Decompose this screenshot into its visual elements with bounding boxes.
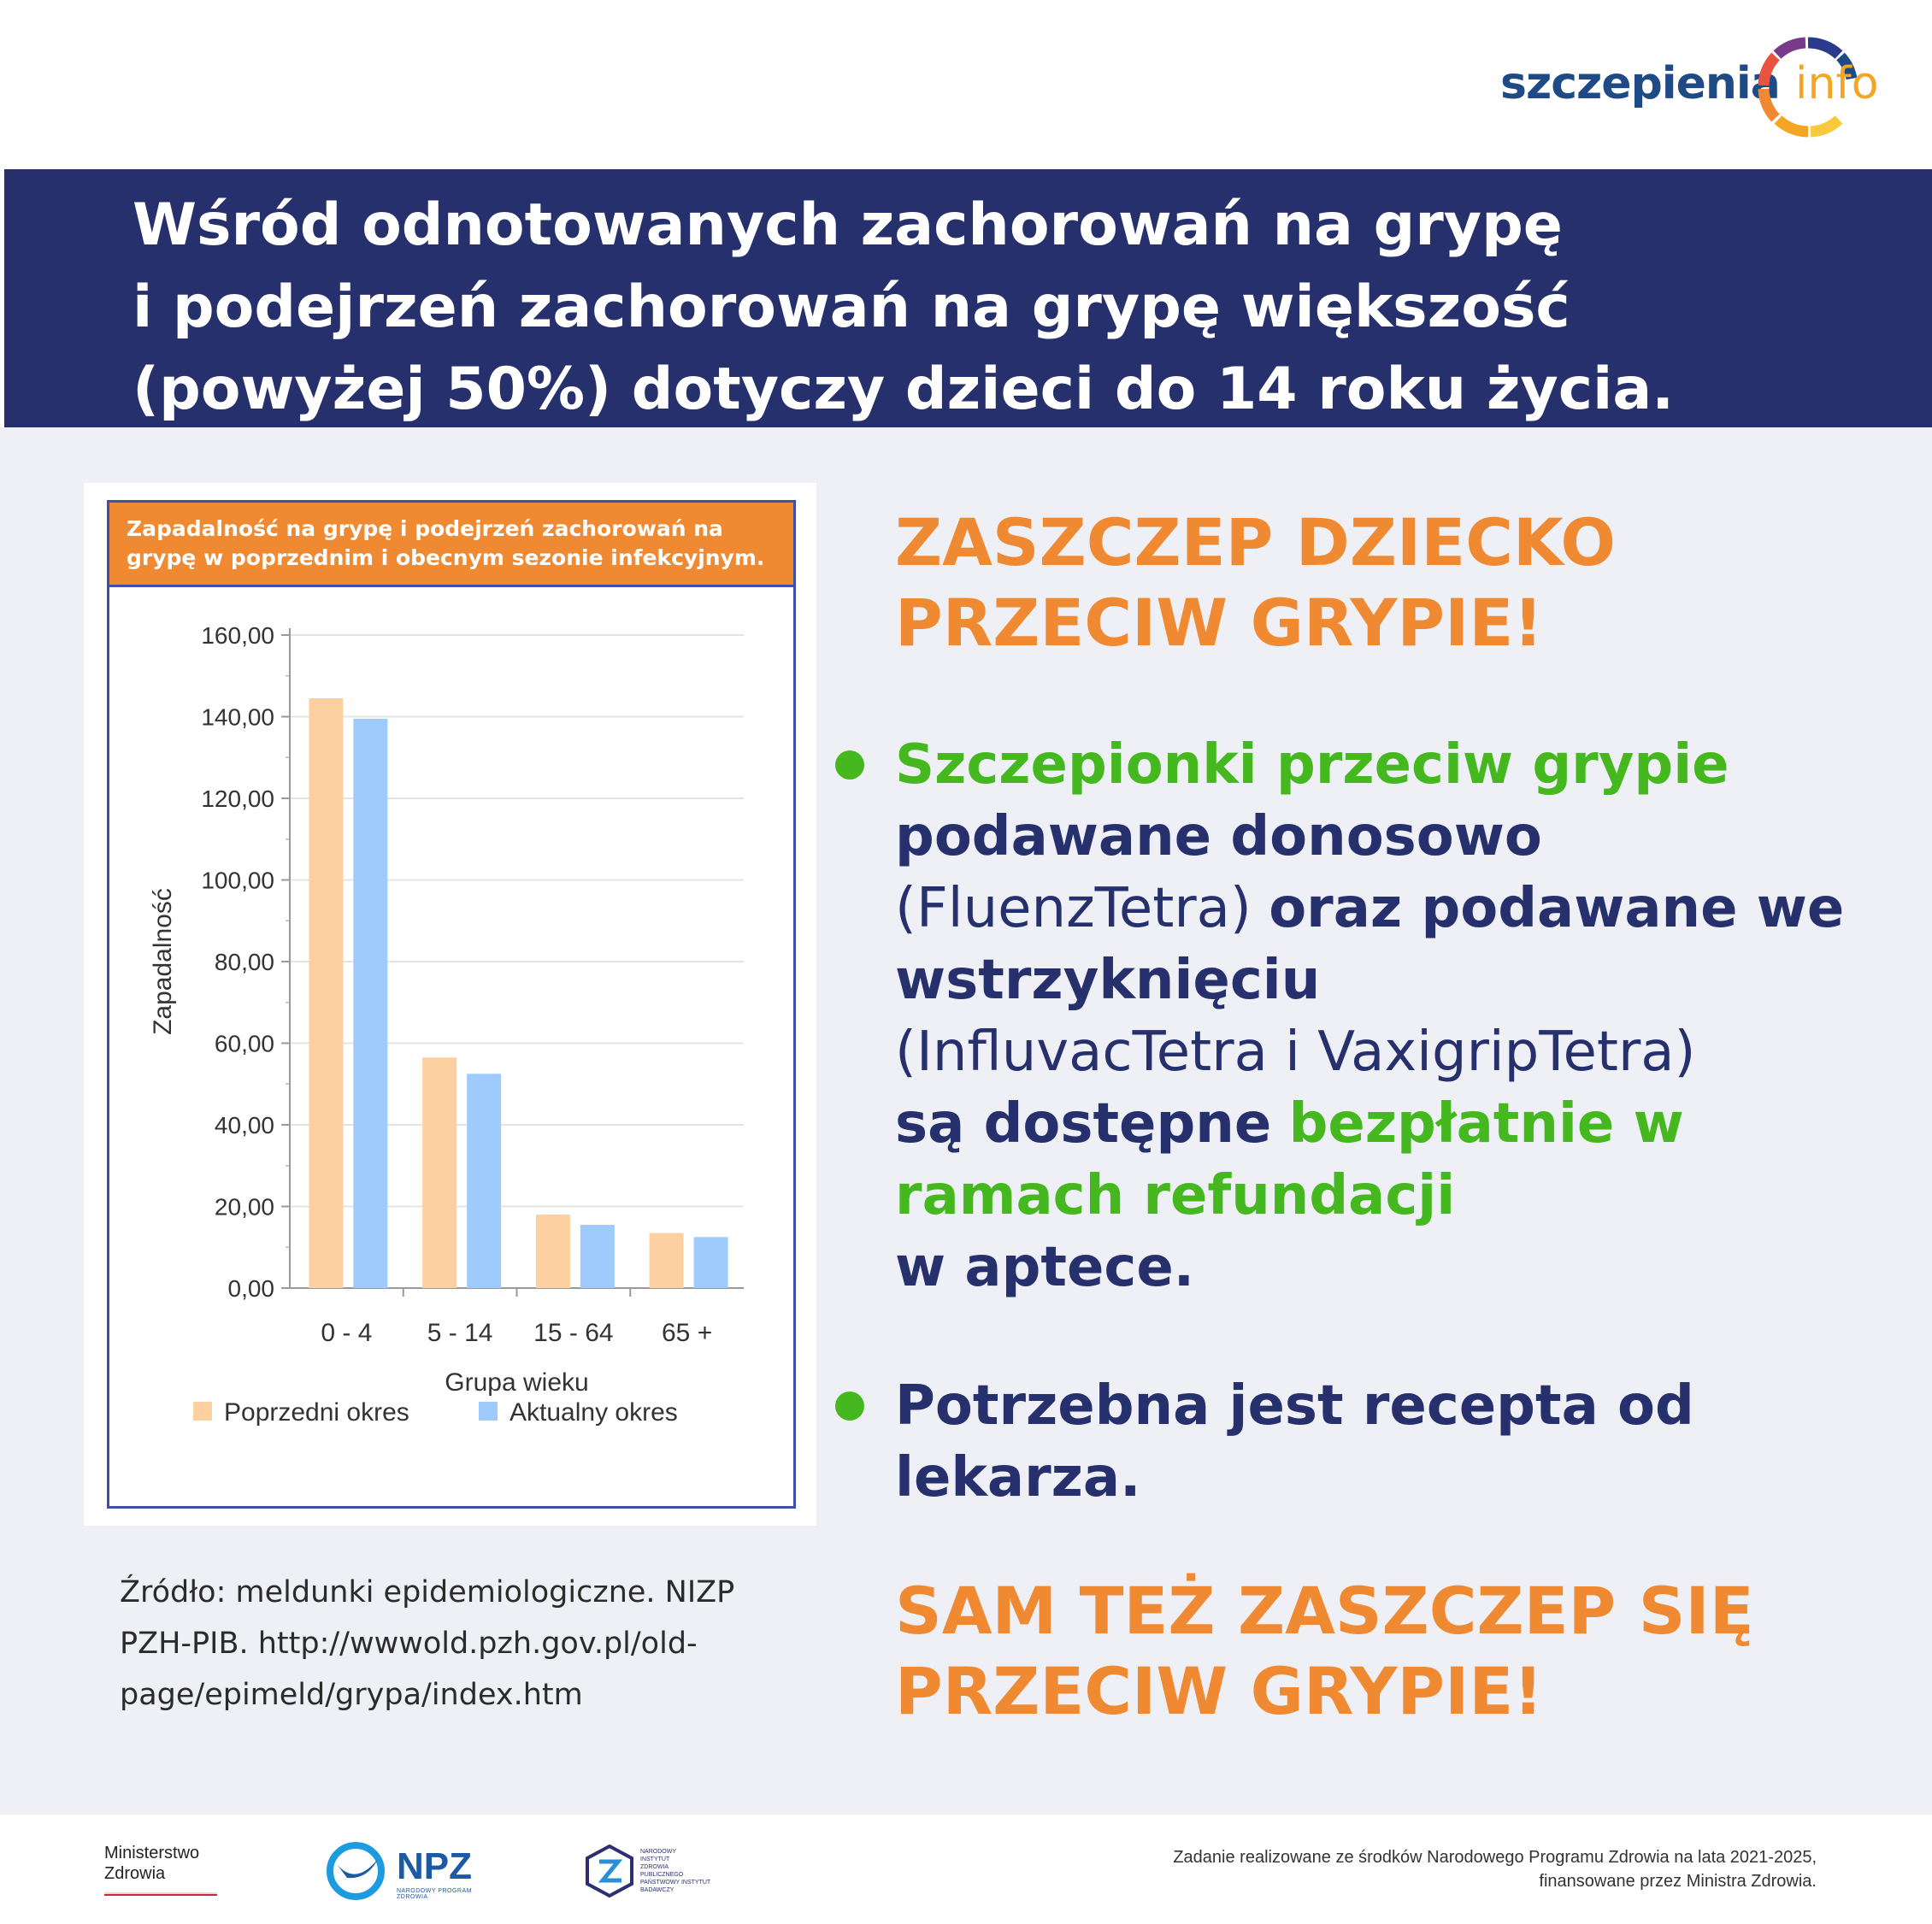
funding-line: finansowane przez Ministra Zdrowia.	[1539, 1872, 1817, 1891]
bar-current	[694, 1237, 728, 1288]
x-tick-label: 0 - 4	[321, 1319, 373, 1347]
headline-banner	[4, 169, 1932, 427]
y-tick-label: 120,00	[201, 785, 274, 812]
nizp-emblem-icon	[584, 1845, 635, 1898]
banner-line: (powyżej 50%) dotyczy dzieci do 14 roku życia.	[133, 356, 1675, 423]
ministry-flag-bar	[104, 1892, 217, 1896]
bullet-green-lead: Szczepionki przeciw grypie	[895, 733, 1729, 797]
heading-line: PRZECIW GRYPIE!	[895, 585, 1543, 661]
bar-current	[353, 719, 387, 1288]
top-bar	[0, 0, 1932, 171]
y-axis-label: Zapadalność	[149, 888, 177, 1035]
ministry-logo	[104, 1843, 233, 1896]
bar-current	[580, 1225, 615, 1288]
y-tick-label: 100,00	[201, 867, 274, 894]
x-tick-label: 65 +	[662, 1319, 713, 1347]
npz-logo	[325, 1840, 496, 1900]
bullet-vaccines-info	[895, 729, 1912, 1303]
bullet-text-part: są dostępne	[895, 1092, 1272, 1156]
nizp-name	[640, 1848, 717, 1894]
npz-swirl-icon	[325, 1840, 390, 1900]
legend-label: Aktualny okres	[510, 1398, 678, 1427]
bar-previous	[422, 1057, 456, 1288]
banner-line: i podejrzeń zachorowań na grypę większość	[133, 274, 1570, 341]
szczepienia-info-logo	[1500, 34, 1885, 137]
nizp-line: INSTYTUT	[640, 1856, 670, 1862]
y-tick-label: 20,00	[214, 1193, 274, 1221]
legend-label: Poprzedni okres	[224, 1398, 409, 1427]
nizp-line: ZDROWIA	[640, 1864, 669, 1870]
ministry-line: Zdrowia	[104, 1864, 166, 1883]
y-tick-label: 60,00	[214, 1030, 274, 1057]
bar-current	[467, 1074, 501, 1288]
npz-text: NPZ	[397, 1845, 472, 1887]
bullet-green-end: bezpłatnie w ramach refundacji	[895, 1092, 1684, 1227]
heading-vaccinate-yourself	[895, 1571, 1904, 1732]
y-tick-label: 80,00	[214, 949, 274, 975]
ministry-name	[104, 1843, 233, 1884]
x-tick-label: 5 - 14	[427, 1319, 493, 1347]
y-tick-label: 40,00	[214, 1112, 274, 1139]
x-axis-label: Grupa wieku	[445, 1368, 589, 1397]
bar-previous	[309, 698, 343, 1288]
y-tick-label: 140,00	[201, 703, 274, 731]
heading-line: ZASZCZEP DZIECKO	[895, 504, 1616, 580]
nizp-line: PUBLICZNEGO	[640, 1872, 684, 1878]
bullet-dot	[835, 1392, 864, 1421]
nizp-line: BADAWCZY	[640, 1887, 674, 1893]
banner-line: Wśród odnotowanych zachorowań na grypę	[133, 191, 1563, 259]
ministry-line: Ministerstwo	[104, 1844, 200, 1862]
chart-title: Zapadalność na grypę i podejrzeń zachorowań na grypę w poprzednim i obecnym sezonie infekcyjnym.	[127, 516, 765, 570]
bar-previous	[650, 1233, 684, 1288]
x-tick-label: 15 - 64	[533, 1319, 614, 1347]
heading-line: SAM TEŻ ZASZCZEP SIĘ	[895, 1573, 1754, 1649]
legend-swatch	[193, 1402, 212, 1421]
y-tick-label: 0,00	[227, 1275, 274, 1302]
banner-title	[133, 185, 1885, 431]
nizp-line: NARODOWY	[640, 1849, 676, 1855]
source-note: Źródło: meldunki epidemiologiczne. NIZP PZH-PIB. http://wwwold.pzh.gov.pl/old-page/epimeld/grypa/index.htm	[120, 1575, 735, 1712]
chart-frame	[107, 500, 796, 1509]
bullet-paren: (FluenzTetra)	[895, 877, 1252, 940]
logo-word: szczepienia	[1500, 58, 1780, 109]
nizp-logo	[584, 1845, 721, 1904]
bar-chart	[109, 587, 793, 1503]
chart-header	[109, 503, 793, 587]
funding-line: Zadanie realizowane ze środków Narodowego Programu Zdrowia na lata 2021-2025,	[1173, 1848, 1817, 1867]
bullet-text-part: oraz podawane we wstrzyknięciu	[895, 877, 1845, 1012]
bar-previous	[536, 1215, 570, 1288]
npz-subtitle: NARODOWY PROGRAM ZDROWIA	[397, 1888, 472, 1900]
logo-info: info	[1795, 58, 1879, 109]
heading-line: PRZECIW GRYPIE!	[895, 1653, 1543, 1729]
bullet-dot	[835, 750, 864, 780]
heading-vaccinate-child	[895, 503, 1904, 663]
chart-card	[84, 483, 816, 1526]
funding-note	[940, 1845, 1817, 1893]
main-content	[0, 427, 1932, 1815]
bullet-text-part: w aptece.	[895, 1236, 1195, 1299]
footer	[0, 1815, 1932, 1924]
legend-swatch	[479, 1402, 498, 1421]
nizp-line: PAŃSTWOWY INSTYTUT	[640, 1880, 711, 1886]
bullet-text-part: podawane donosowo	[895, 805, 1542, 868]
y-tick-label: 160,00	[201, 622, 274, 649]
bullet-paren: (InfluvacTetra i VaxigripTetra)	[895, 1021, 1696, 1084]
bullet-prescription: Potrzebna jest recepta od lekarza.	[895, 1374, 1694, 1509]
